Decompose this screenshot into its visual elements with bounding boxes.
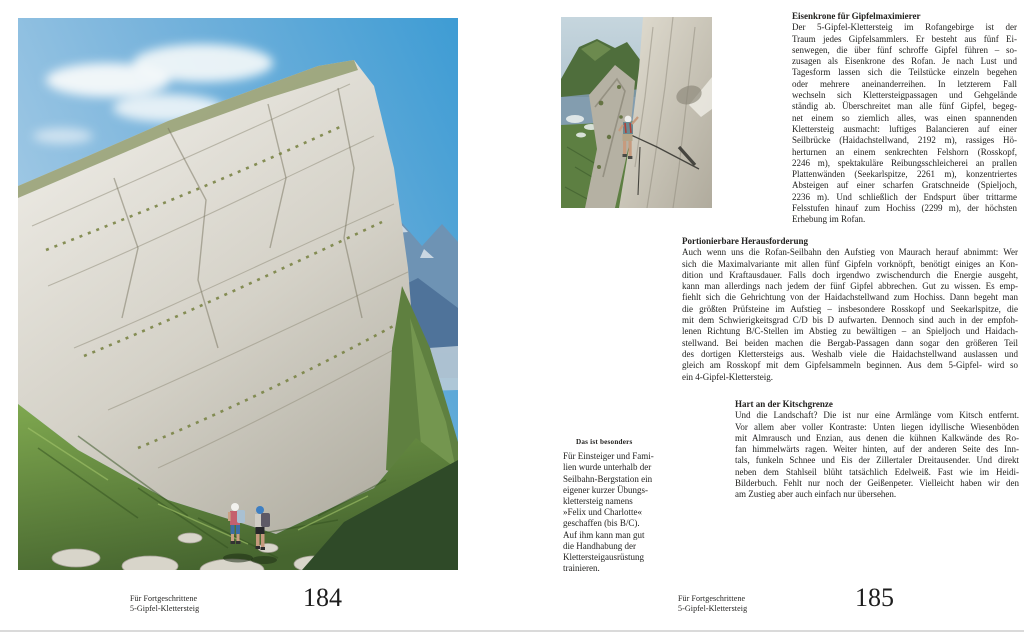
climber-photo	[561, 17, 712, 208]
right-page-number: 185	[855, 583, 894, 612]
bottom-page-edge-divider	[0, 630, 1024, 632]
section-eisenkrone	[792, 11, 1017, 226]
sidebar-note-text: Für Einsteiger und Fami- lien wurde unterhalb der Seilbahn-Bergstation ein eigener kurzer Übungs- klettersteig namens »Felix und Charlotte« geschaffen (bis B/C). Auf ihm kann man gut die Handhabung der Klettersteigausrüstung trainieren.	[563, 451, 654, 574]
section-body: Der 5-Gipfel-Klettersteig im Rofangebirge ist der Traum jedes Gipfelsammlers. Er besteht aus fünf Ei- senwegen, die über fünf schroffe Gipfel führen – so- zusagen als Eisenkrone des Rofan. Je nach Lust und Tagesform lassen sich die Teilstücke einzeln begehen oder mehrere aneinanderreihen. In letzterem Fall wechseln sich Klettersteigpassagen und Gehgelände ständig ab. Überschreitet man alle fünf Gipfel, begeg- net einem so ziemlich alles, was einen spannenden Klettersteig ausmacht: luftiges Balancieren auf einer Seilbrücke (Haidachstellwand, 2192 m), rassiges Hö- herturnen an einem senkrechten Felshorn (Rosskopf, 2246 m), spektakuläre Reibungsschleicherei an prallen Plattenwänden (Seekarlspitze, 2261 m), konzentriertes Absteigen auf einer scharfen Gratschneide (Spieljoch, 2236 m). Und schließlich der Endspurt über trittarme Felsstufen hinauf zum Hochiss (2299 m), der höchsten Erhebung im Rofan.	[792, 22, 1017, 225]
mountain-face-photo	[18, 18, 458, 570]
section-body: Auch wenn uns die Rofan-Seilbahn den Aufstieg von Maurach herauf abnimmt: Wer sich die Maximalvariante mit allen fünf Gipfeln vorknöpft, benötigt einiges an Kon- dition und Kraftausdauer. Falls doch irgendwo zwischendurch die Energie ausgeht, kann man allerdings nach jedem der fünf Gipfel abbrechen. Gut zu wissen. Es emp- fiehlt sich die Gehrichtung von der Haidachstellwand zum Hochiss. Dann begeht man die größten Prüfsteine im Aufstieg – insbesondere Rosskopf und Seekarlspitze, die mit dem Schwierigkeitsgrad C/D bis D aufwarten. Dennoch sind auch in der empfoh- lenen Richtung B/C-Stellen im Abstieg zu bewältigen – an Spieljoch und Haidach- stellwand. Bei beiden machen die Bergab-Passagen dann sogar den größeren Teil des dortigen Klettersteigs aus. Weshalb viele die Haidachstellwand auslassen und gleich am Rosskopf mit dem Gipfelsammeln beginnen. Aus dem 5-Gipfel- wird so ein 4-Gipfel-Klettersteig.	[682, 247, 1018, 382]
section-heading: Eisenkrone für Gipfelmaximierer	[792, 11, 921, 21]
sidebar-note	[563, 437, 685, 574]
section-heading: Portionierbare Herausforderung	[682, 236, 809, 246]
section-portionierbar	[682, 236, 1018, 383]
section-body: Und die Landschaft? Die ist nur eine Armlänge vom Kitsch entfernt. Vor allem aber voller Kontraste: Unten liegen idyllische Wiesenböden mit Almrausch und Enzian, aus denen die kühnen Kalkwände des Ro- fan himmelwärts ragen. Weiter hinten, auf der anderen Seite des Inn- tals, funkeln Schnee und Eis der Zillertaler Dreitausender. Und direkt neben dem Stahlseil blüht tatsächlich Edelweiß. Fast wie im Heidi- Bilderbuch. Fehlt nur noch der Geißenpeter. Vielleicht haben wir den am Zustieg aber auch einfach nur übersehen.	[735, 410, 1019, 500]
left-page-number: 184	[303, 583, 342, 612]
section-heading: Hart an der Kitschgrenze	[735, 399, 833, 409]
left-footer-topic: Für Fortgeschrittene 5-Gipfel-Klettersteig	[130, 594, 200, 613]
sidebar-note-label: Das ist besonders	[576, 438, 633, 446]
section-kitschgrenze	[735, 399, 1019, 501]
right-page	[512, 0, 1024, 634]
right-footer-topic: Für Fortgeschrittene 5-Gipfel-Klettersteig	[678, 594, 748, 613]
